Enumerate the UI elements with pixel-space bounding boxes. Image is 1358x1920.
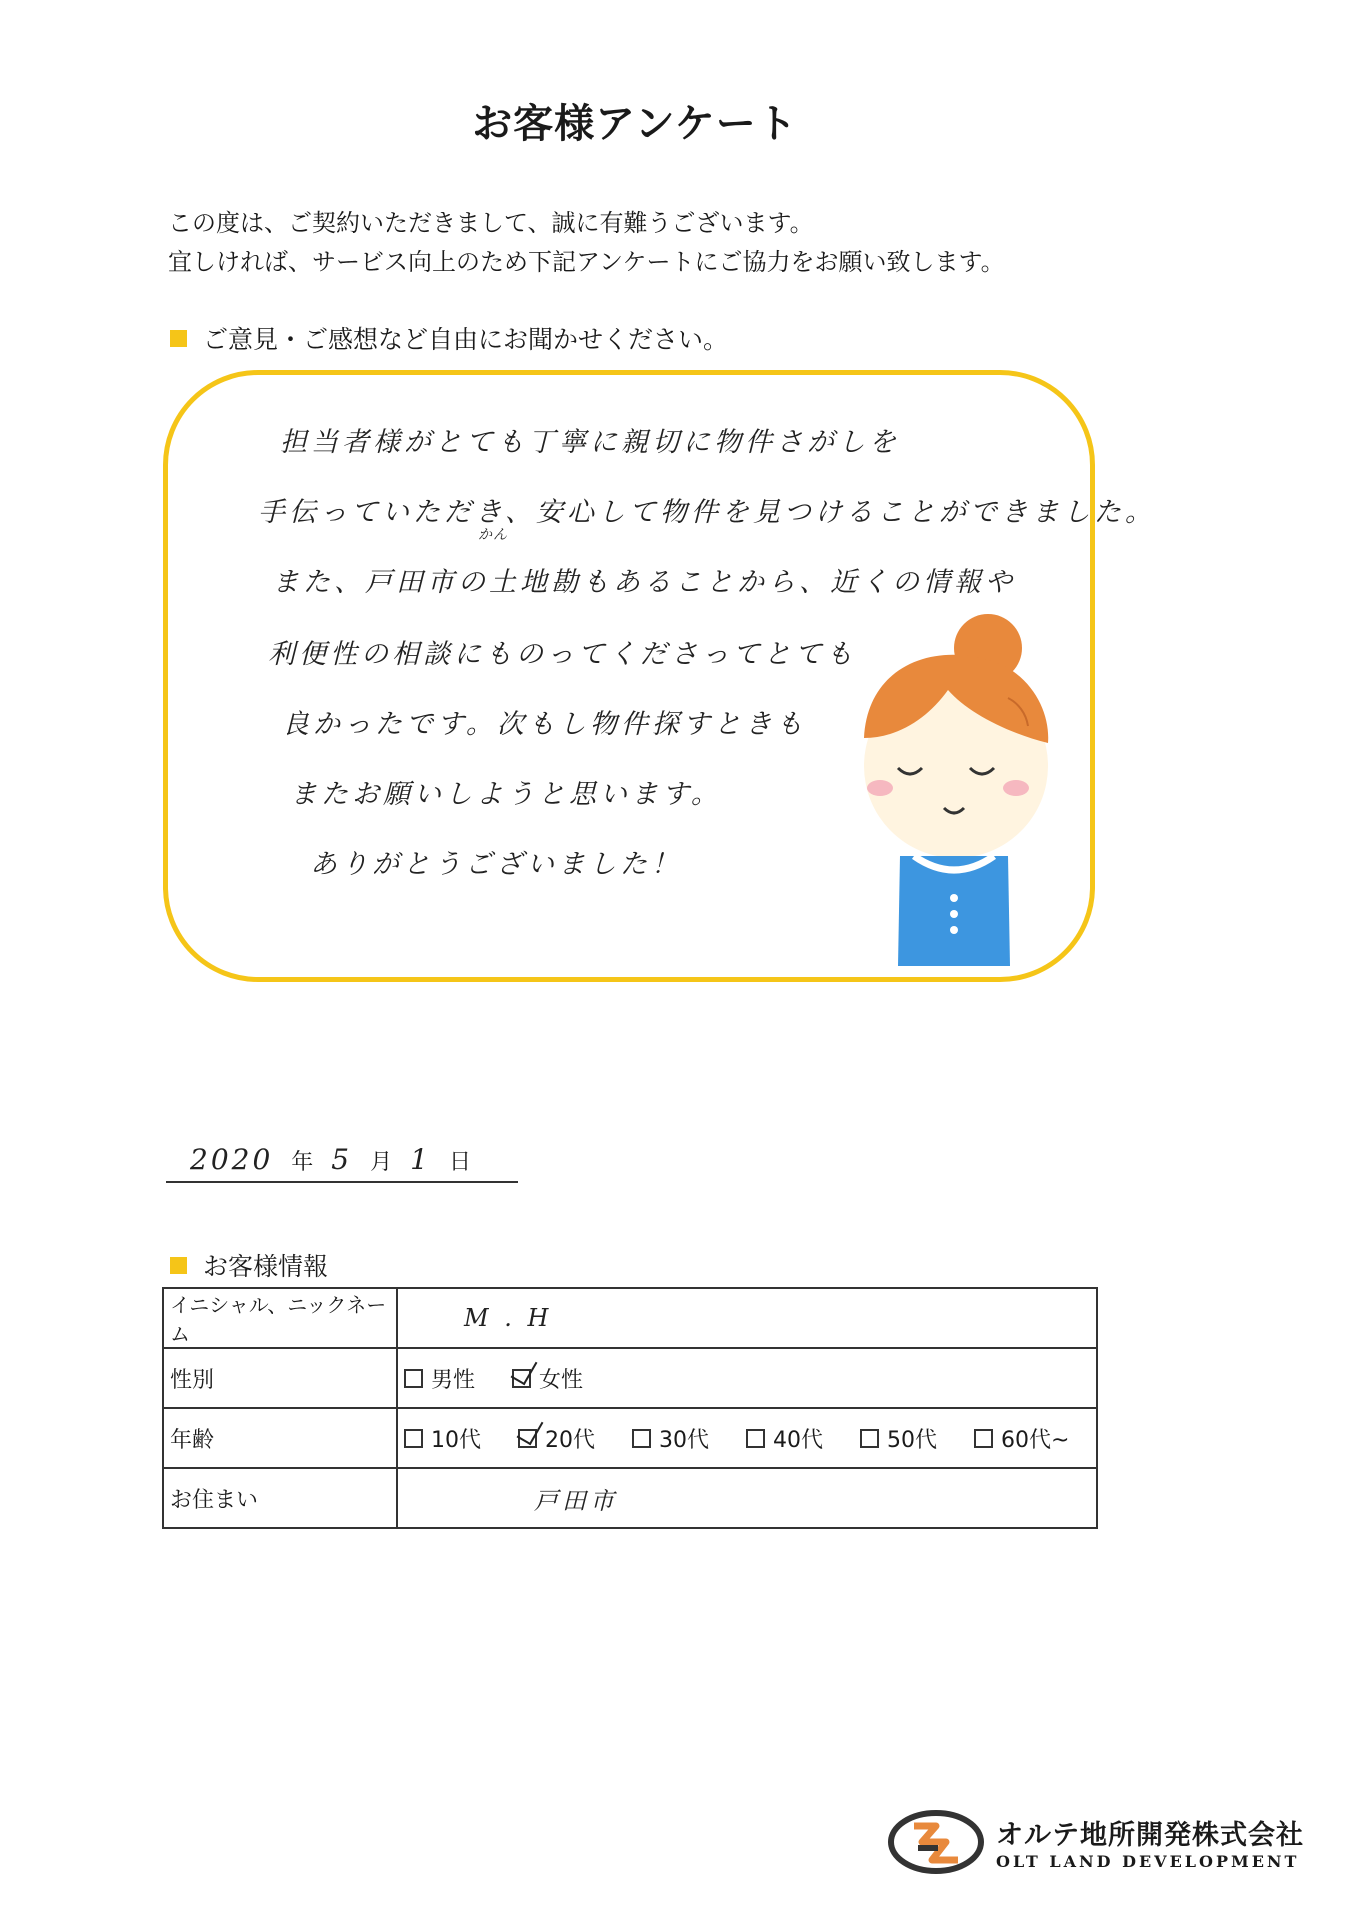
handwritten-line-7: ありがとうございました！ [310, 849, 682, 880]
initial-cell[interactable] [397, 1288, 1097, 1348]
handwritten-line-2: 手伝っていただき、安心して物件を見つけることができました。 [258, 497, 1156, 528]
checkbox-icon[interactable] [632, 1429, 651, 1448]
age-option-50s[interactable]: 50代 [860, 1423, 937, 1454]
heading-marker [170, 330, 187, 347]
age-option-60s-plus[interactable]: 60代~ [974, 1423, 1069, 1454]
company-name [996, 1813, 1304, 1871]
residence-label: お住まい [163, 1468, 397, 1528]
age-cell [397, 1408, 1097, 1468]
age-option-20s[interactable]: 20代 [518, 1423, 595, 1454]
age-option-30s[interactable]: 30代 [632, 1423, 709, 1454]
company-logo-icon [888, 1810, 984, 1874]
company-logo [888, 1810, 1304, 1874]
date-year-unit: 年 [291, 1150, 314, 1175]
date-underline [166, 1180, 518, 1183]
table-row [163, 1348, 1097, 1408]
checkbox-icon[interactable] [860, 1429, 879, 1448]
staff-illustration [858, 608, 1058, 978]
checkbox-icon[interactable] [404, 1429, 423, 1448]
gender-option-female[interactable]: 女性 [512, 1363, 583, 1394]
customer-section-heading [170, 1247, 328, 1283]
right-cheek [1003, 780, 1029, 796]
initial-value: M . H [464, 1304, 553, 1332]
age-option-40s[interactable]: 40代 [746, 1423, 823, 1454]
date-year: 2020 [190, 1143, 274, 1176]
checkbox-icon[interactable] [974, 1429, 993, 1448]
company-name-en: OLT LAND DEVELOPMENT [996, 1852, 1300, 1871]
button-2 [950, 910, 958, 918]
age-label: 年齢 [163, 1408, 397, 1468]
customer-heading-text: お客様情報 [203, 1252, 329, 1281]
checkbox-checked-icon[interactable] [518, 1429, 537, 1448]
button-1 [950, 894, 958, 902]
table-row [163, 1468, 1097, 1528]
age-option-10s[interactable]: 10代 [404, 1423, 481, 1454]
date-month-unit: 月 [370, 1150, 393, 1175]
handwritten-line-3: また、戸田市の土地勘もあることから、近くの情報や [272, 567, 1016, 598]
company-name-jp: オルテ地所開発株式会社 [996, 1820, 1304, 1851]
heading-marker [170, 1257, 187, 1274]
handwritten-line-4: 利便性の相談にものってくださってとても [268, 639, 857, 670]
date-day-unit: 日 [448, 1150, 471, 1175]
initial-label: イニシャル、ニックネーム [163, 1288, 397, 1348]
checkbox-checked-icon[interactable] [512, 1369, 531, 1388]
table-row [163, 1288, 1097, 1348]
date-month: 5 [331, 1143, 353, 1176]
table-row [163, 1408, 1097, 1468]
comment-section-heading [170, 320, 728, 356]
residence-cell[interactable] [397, 1468, 1097, 1528]
gender-label: 性別 [163, 1348, 397, 1408]
date-day: 1 [410, 1143, 431, 1176]
checkbox-icon[interactable] [746, 1429, 765, 1448]
date [190, 1143, 471, 1176]
intro-line-2: 宜しければ、サービス向上のため下記アンケートにご協力をお願い致します。 [168, 248, 1005, 276]
residence-value: 戸田市 [534, 1486, 618, 1515]
comment-heading-text: ご意見・ご感想など自由にお聞かせください。 [203, 325, 729, 354]
checkbox-icon[interactable] [404, 1369, 423, 1388]
page-title: お客様アンケート [472, 101, 798, 147]
handwritten-furigana: かん [478, 527, 508, 543]
intro-line-1: この度は、ご契約いただきまして、誠に有難うございます。 [168, 209, 814, 237]
gender-option-male[interactable]: 男性 [404, 1363, 475, 1394]
handwritten-line-6: またお願いしようと思います。 [290, 779, 722, 810]
customer-info-table [162, 1287, 1098, 1529]
handwritten-line-1: 担当者様がとても丁寧に親切に物件さがしを [280, 427, 900, 458]
left-cheek [867, 780, 893, 796]
gender-cell [397, 1348, 1097, 1408]
button-3 [950, 926, 958, 934]
handwritten-line-5: 良かったです。次もし物件探すときも [282, 709, 807, 740]
